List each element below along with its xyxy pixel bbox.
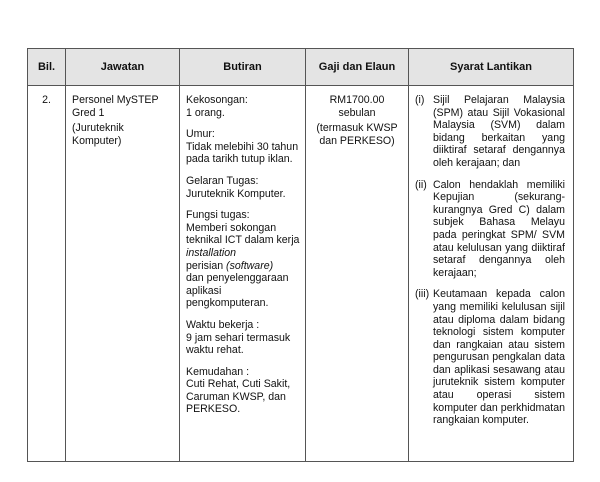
syarat-item: (ii) Calon hendaklah memiliki Kepujian (sekurang-kurangnya Gred C) dalam subjek Bahasa Melayu pada peringkat SPM/ SVM atau kelulusan yang diiktiraf setaraf dengannya oleh kerajaan; — [415, 178, 565, 279]
gaji-amount: RM1700.00 — [329, 94, 385, 106]
header-syarat: Syarat Lantikan — [409, 49, 574, 86]
butiran-kemudahan: Kemudahan : Cuti Rehat, Cuti Sakit, Caruman KWSP, dan PERKESO. — [186, 365, 291, 416]
jawatan-title: Personel MySTEP Gred 1 — [72, 94, 159, 119]
gaji-period: sebulan — [338, 106, 376, 119]
cell-butiran — [180, 86, 306, 462]
header-jawatan: Jawatan — [66, 49, 180, 86]
header-row — [28, 49, 574, 86]
butiran-fungsi: Fungsi tugas: Memberi sokongan teknikal ICT dalam kerja installation perisian (software) dan penyelenggaraan aplikasi pengkomputeran. — [186, 209, 300, 310]
cell-syarat — [409, 86, 574, 462]
syarat-item: (i) Sijil Pelajaran Malaysia (SPM) atau Sijil Vokasional Malaysia (SVM) dalam bidang berkaitan yang diiktiraf setaraf dengannya oleh kerajaan; dan — [415, 94, 565, 169]
butiran-kekosongan: Kekosongan: 1 orang. — [186, 94, 248, 119]
header-bil: Bil. — [28, 49, 66, 86]
butiran-waktu: Waktu bekerja : 9 jam sehari termasuk waktu rehat. — [186, 318, 291, 357]
header-butiran: Butiran — [180, 49, 306, 86]
cell-bil: 2. — [28, 86, 66, 462]
butiran-gelaran: Gelaran Tugas: Juruteknik Komputer. — [186, 174, 286, 200]
table-row — [28, 86, 574, 462]
jawatan-subtitle: (Juruteknik Komputer) — [72, 122, 124, 147]
cell-jawatan — [66, 86, 180, 462]
syarat-item: (iii) Keutamaan kepada calon yang memiliki kelulusan sijil atau diploma dalam bidang teknologi sistem komputer dan rangkaian atau sistem pengurusan pengkalan data dan aplikasi sesawang atau juruteknik sistem komputer atau operasi sistem komputer dan perkhidmatan rangkaian komputer. — [415, 288, 565, 427]
header-gaji: Gaji dan Elaun — [306, 49, 409, 86]
butiran-umur: Umur: Tidak melebihi 30 tahun pada tarikh tutup iklan. — [186, 128, 299, 166]
cell-gaji — [306, 86, 409, 462]
job-table — [27, 48, 574, 462]
gaji-note: (termasuk KWSP dan PERKESO) — [316, 122, 398, 147]
